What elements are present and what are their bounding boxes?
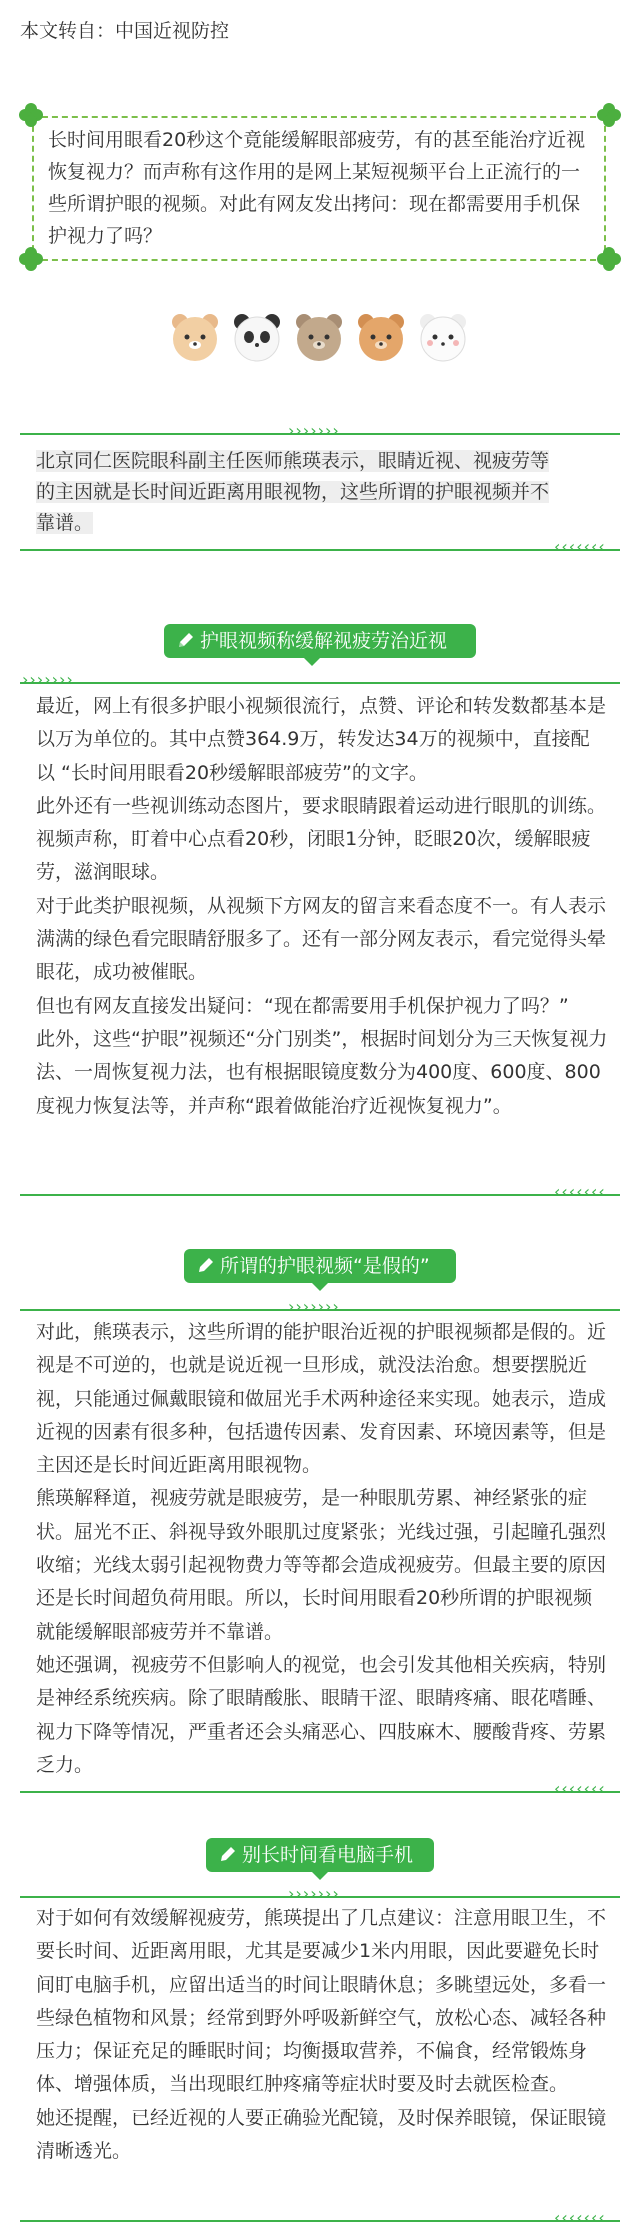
intro-text: 长时间用眼看20秒这个竟能缓解眼部疲劳，有的甚至能治疗近视恢复视力？而声称有这作用的是网上某短视频平台上正流行的一些所谓护眼的视频。对此有网友发出拷问：现在都需要用手机保护视力了吗？	[48, 129, 586, 247]
source-line: 本文转自：中国近视防控	[20, 20, 230, 42]
pill-tail	[304, 658, 320, 666]
divider	[20, 549, 620, 551]
pill-tail	[312, 1872, 328, 1880]
pill-tail	[312, 1283, 328, 1291]
section-heading-label: 护眼视频称缓解视疲劳治近视	[200, 630, 448, 652]
chevrons-left-icon: ‹‹‹‹‹‹‹	[554, 537, 606, 556]
bear-icon	[230, 310, 284, 364]
quote-line: 的主因就是长时间近距离用眼视物，这些所谓的护眼视频并不	[36, 481, 550, 503]
chevrons-right-icon: ›››››››	[288, 421, 340, 440]
divider	[20, 1791, 620, 1793]
clover-icon	[18, 102, 44, 128]
paragraph: 最近，网上有很多护眼小视频很流行，点赞、评论和转发数都基本是以万为单位的。其中点赞364.9万，转发达34万的视频中，直接配以 “长时间用眼看20秒缓解眼部疲劳”的文字。	[36, 695, 607, 784]
chevrons-left-icon: ‹‹‹‹‹‹‹	[554, 2208, 606, 2227]
bear-icon	[292, 310, 346, 364]
paragraph: 此外，这些“护眼”视频还“分门别类”，根据时间划分为三天恢复视力法、一周恢复视力法，也有根据眼镜度数分为400度、600度、800度视力恢复法等，并声称“跟着做能治疗近视恢复视力”。	[36, 1027, 608, 1117]
paragraph: 她还提醒，已经近视的人要正确验光配镜，及时保养眼镜，保证眼镜清晰透光。	[36, 2106, 607, 2163]
paragraph: 熊瑛解释道，视疲劳就是眼疲劳，是一种眼肌劳累、神经紧张的症状。屈光不正、斜视导致外眼肌过度紧张；光线过强，引起瞳孔强烈收缩；光线太弱引起视物费力等等都会造成视疲劳。但最主要的原因还是长时间超负荷用眼。所以，长时间用眼看20秒所谓的护眼视频就能缓解眼部疲劳并不靠谱。	[36, 1487, 607, 1643]
chevrons-right-icon: ›››››››	[288, 1884, 340, 1903]
paragraph: 对于如何有效缓解视疲劳，熊瑛提出了几点建议：注意用眼卫生，不要长时间、近距离用眼，尤其是要减少1米内用眼，因此要避免长时间盯电脑手机，应留出适当的时间让眼睛休息；多眺望远处，多看一些绿色植物和风景；经常到野外呼吸新鲜空气，放松心态、减轻各种压力；保证充足的睡眠时间；均衡摄取营养，不偏食，经常锻炼身体、增强体质，当出现眼红肿疼痛等症状时要及时去就医检查。	[36, 1907, 607, 2096]
paragraph: 此外还有一些视训练动态图片，要求眼睛跟着运动进行眼肌的训练。视频声称，盯着中心点看20秒，闭眼1分钟，眨眼20次，缓解眼疲劳，滋润眼球。	[36, 794, 607, 884]
section-heading	[206, 1838, 434, 1872]
paragraph: 但也有网友直接发出疑问：“现在都需要用手机保护视力了吗？”	[36, 994, 569, 1017]
chevrons-right-icon: ›››››››	[22, 670, 74, 689]
section-body	[36, 690, 608, 1123]
bear-icon	[354, 310, 408, 364]
clover-icon	[596, 246, 622, 272]
clover-icon	[18, 246, 44, 272]
divider	[20, 1194, 620, 1196]
pencil-icon	[176, 630, 196, 650]
quote-block	[36, 446, 596, 539]
paragraph: 她还强调，视疲劳不但影响人的视觉，也会引发其他相关疾病，特别是神经系统疾病。除了眼睛酸胀、眼睛干涩、眼睛疼痛、眼花嗜睡、视力下降等情况，严重者还会头痛恶心、四肢麻木、腰酸背疼、劳累乏力。	[36, 1653, 607, 1776]
pencil-icon	[196, 1255, 216, 1275]
clover-icon	[596, 102, 622, 128]
chevrons-left-icon: ‹‹‹‹‹‹‹	[554, 1779, 606, 1798]
chevrons-right-icon: ›››››››	[288, 1297, 340, 1316]
divider	[20, 682, 620, 684]
divider	[20, 2220, 620, 2222]
section-body	[36, 1902, 608, 2168]
bear-icon	[416, 310, 470, 364]
section-heading	[164, 624, 476, 658]
quote-line: 靠谱。	[36, 512, 94, 534]
section-heading-label: 别长时间看电脑手机	[242, 1844, 414, 1866]
bear-icon	[168, 310, 222, 364]
section-heading	[184, 1249, 456, 1283]
paragraph: 对此，熊瑛表示，这些所谓的能护眼治近视的护眼视频都是假的。近视是不可逆的，也就是说近视一旦形成，就没法治愈。想要摆脱近视，只能通过佩戴眼镜和做屈光手术两种途径来实现。她表示，造成近视的因素有很多种，包括遗传因素、发育因素、环境因素等，但是主因还是长时间近距离用眼视物。	[36, 1321, 607, 1477]
section-body	[36, 1316, 608, 1782]
section-heading-label: 所谓的护眼视频“是假的”	[220, 1255, 430, 1277]
paragraph: 对于此类护眼视频，从视频下方网友的留言来看态度不一。有人表示满满的绿色看完眼睛舒服多了。还有一部分网友表示，看完觉得头晕眼花，成功被催眠。	[36, 894, 607, 984]
chevrons-left-icon: ‹‹‹‹‹‹‹	[554, 1182, 606, 1201]
pencil-icon	[218, 1844, 238, 1864]
quote-line: 北京同仁医院眼科副主任医师熊瑛表示，眼睛近视、视疲劳等	[36, 450, 550, 472]
